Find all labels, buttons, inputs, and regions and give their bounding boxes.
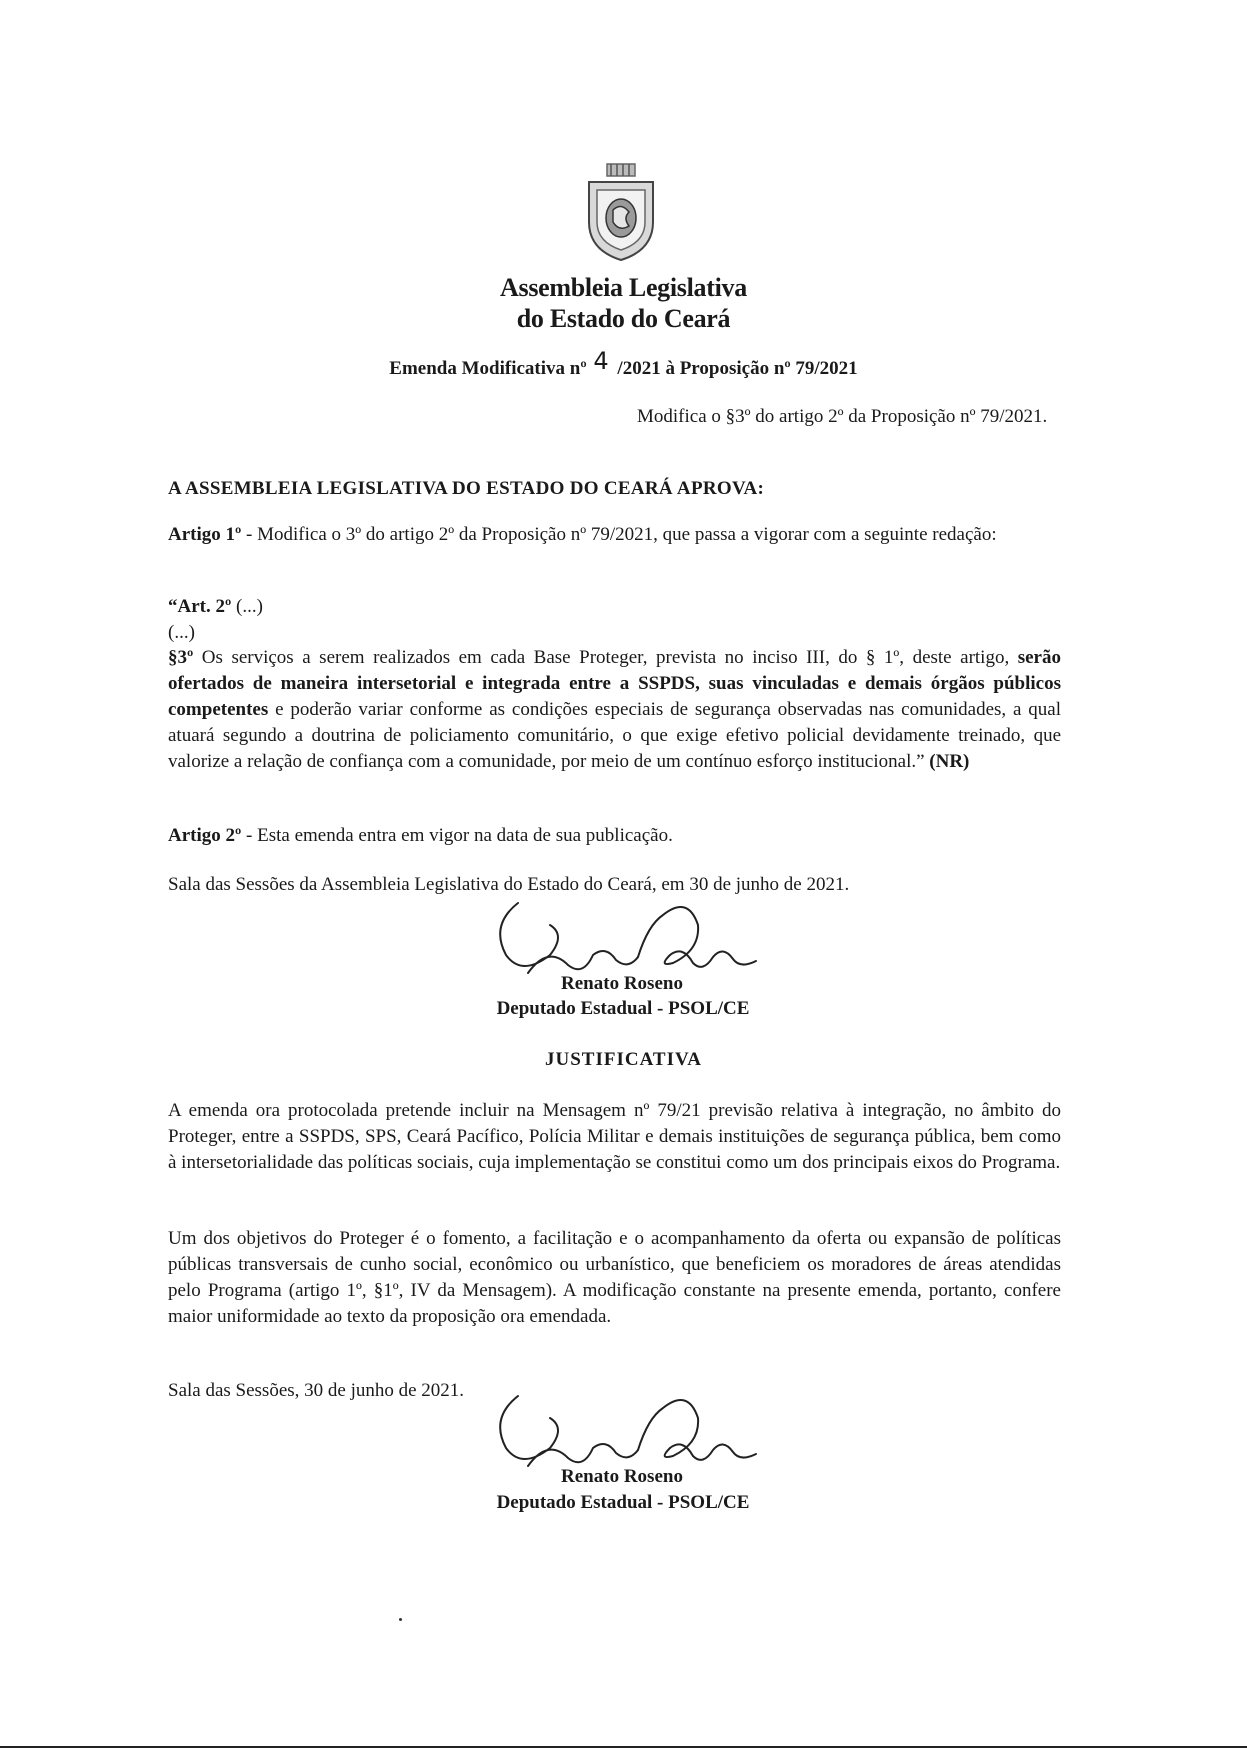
signature-2-name: Renato Roseno — [561, 1466, 683, 1487]
ementa-text: Modifica o §3º do artigo 2º da Proposição nº 79/2021. — [637, 406, 1048, 427]
paragraph-3-label: §3º — [168, 647, 194, 668]
signature-1-role: Deputado Estadual - PSOL/CE — [496, 998, 750, 1019]
state-coat-of-arms — [583, 162, 659, 262]
page-bottom-rule — [0, 1746, 1247, 1748]
emenda-number-handwritten: 4 — [593, 347, 609, 375]
artigo-1-paragraph — [168, 522, 1061, 548]
emenda-title — [0, 347, 1247, 380]
justificativa-paragraph-2: Um dos objetivos do Proteger é o fomento, a facilitação e o acompanhamento da oferta ou expansão de políticas públicas transversais de cunho social, econômico ou urbanístico, que beneficiem os moradores de áreas atendidas pelo Programa (artigo 1º, §1º, IV da Mensagem). A modificação constante na presente emenda, portanto, confere maior uniformidade ao texto da proposição ora emendada. — [168, 1228, 1061, 1327]
paragraph-3-bold: serão ofertados de maneira intersetorial e integrada entre a SSPDS, suas vinculadas e demais órgãos públicos competentes — [168, 647, 1061, 720]
art-2-heading — [168, 594, 1061, 620]
sala-sessoes-1: Sala das Sessões da Assembleia Legislativa do Estado do Ceará, em 30 de junho de 2021. — [168, 874, 850, 895]
signature-2-role: Deputado Estadual - PSOL/CE — [496, 1492, 750, 1513]
artigo-1-text: - Modifica o 3º do artigo 2º da Proposição nº 79/2021, que passa a vigorar com a seguinte redação: — [241, 524, 997, 545]
artigo-1-label: Artigo 1º — [168, 524, 242, 545]
paragraph-3-text — [168, 645, 1061, 775]
signature-1-name: Renato Roseno — [561, 973, 683, 994]
scan-speck — [399, 1618, 402, 1621]
institution-name-line1: Assembleia Legislativa — [500, 273, 747, 302]
artigo-2-text: - Esta emenda entra em vigor na data de sua publicação. — [241, 825, 673, 846]
art-2-label-rest: (...) — [231, 596, 263, 617]
justificativa-paragraph-1: A emenda ora protocolada pretende incluir na Mensagem nº 79/21 previsão relativa à integração, no âmbito do Proteger, entre a SSPDS, SPS, Ceará Pacífico, Polícia Militar e demais instituições de segurança pública, bem como à intersetorialidade das políticas sociais, cuja implementação se constitui como um dos principais eixos do Programa. — [168, 1100, 1061, 1173]
artigo-2-label: Artigo 2º — [168, 825, 242, 846]
paragraph-3-part2: e poderão variar conforme as condições especiais de segurança observadas nas comunidades, a qual atuará segundo a doutrina de policiamento comunitário, o que exige efetivo policial devidamente treinado, que valorize a relação de confiança com a comunidade, por meio de um contínuo esforço institucional.” — [168, 699, 1061, 772]
sala-sessoes-2: Sala das Sessões, 30 de junho de 2021. — [168, 1380, 465, 1401]
institution-name-line2: do Estado do Ceará — [516, 304, 731, 333]
emenda-prefix: Emenda Modificativa nº — [389, 358, 587, 379]
paragraph-3-part1: Os serviços a serem realizados em cada Base Proteger, prevista no inciso III, do § 1º, deste artigo, — [193, 647, 1018, 668]
justificativa-title: JUSTIFICATIVA — [545, 1049, 702, 1070]
institution-name — [0, 272, 1247, 334]
art-2-label: “Art. 2º — [168, 596, 232, 617]
paragraph-3-nr: (NR) — [924, 751, 970, 772]
approval-heading: A ASSEMBLEIA LEGISLATIVA DO ESTADO DO CEARÁ APROVA: — [168, 478, 765, 499]
art-2-ellipsis: (...) — [168, 622, 195, 643]
emenda-suffix: /2021 à Proposição nº 79/2021 — [617, 358, 858, 379]
artigo-2-paragraph — [168, 823, 1061, 849]
